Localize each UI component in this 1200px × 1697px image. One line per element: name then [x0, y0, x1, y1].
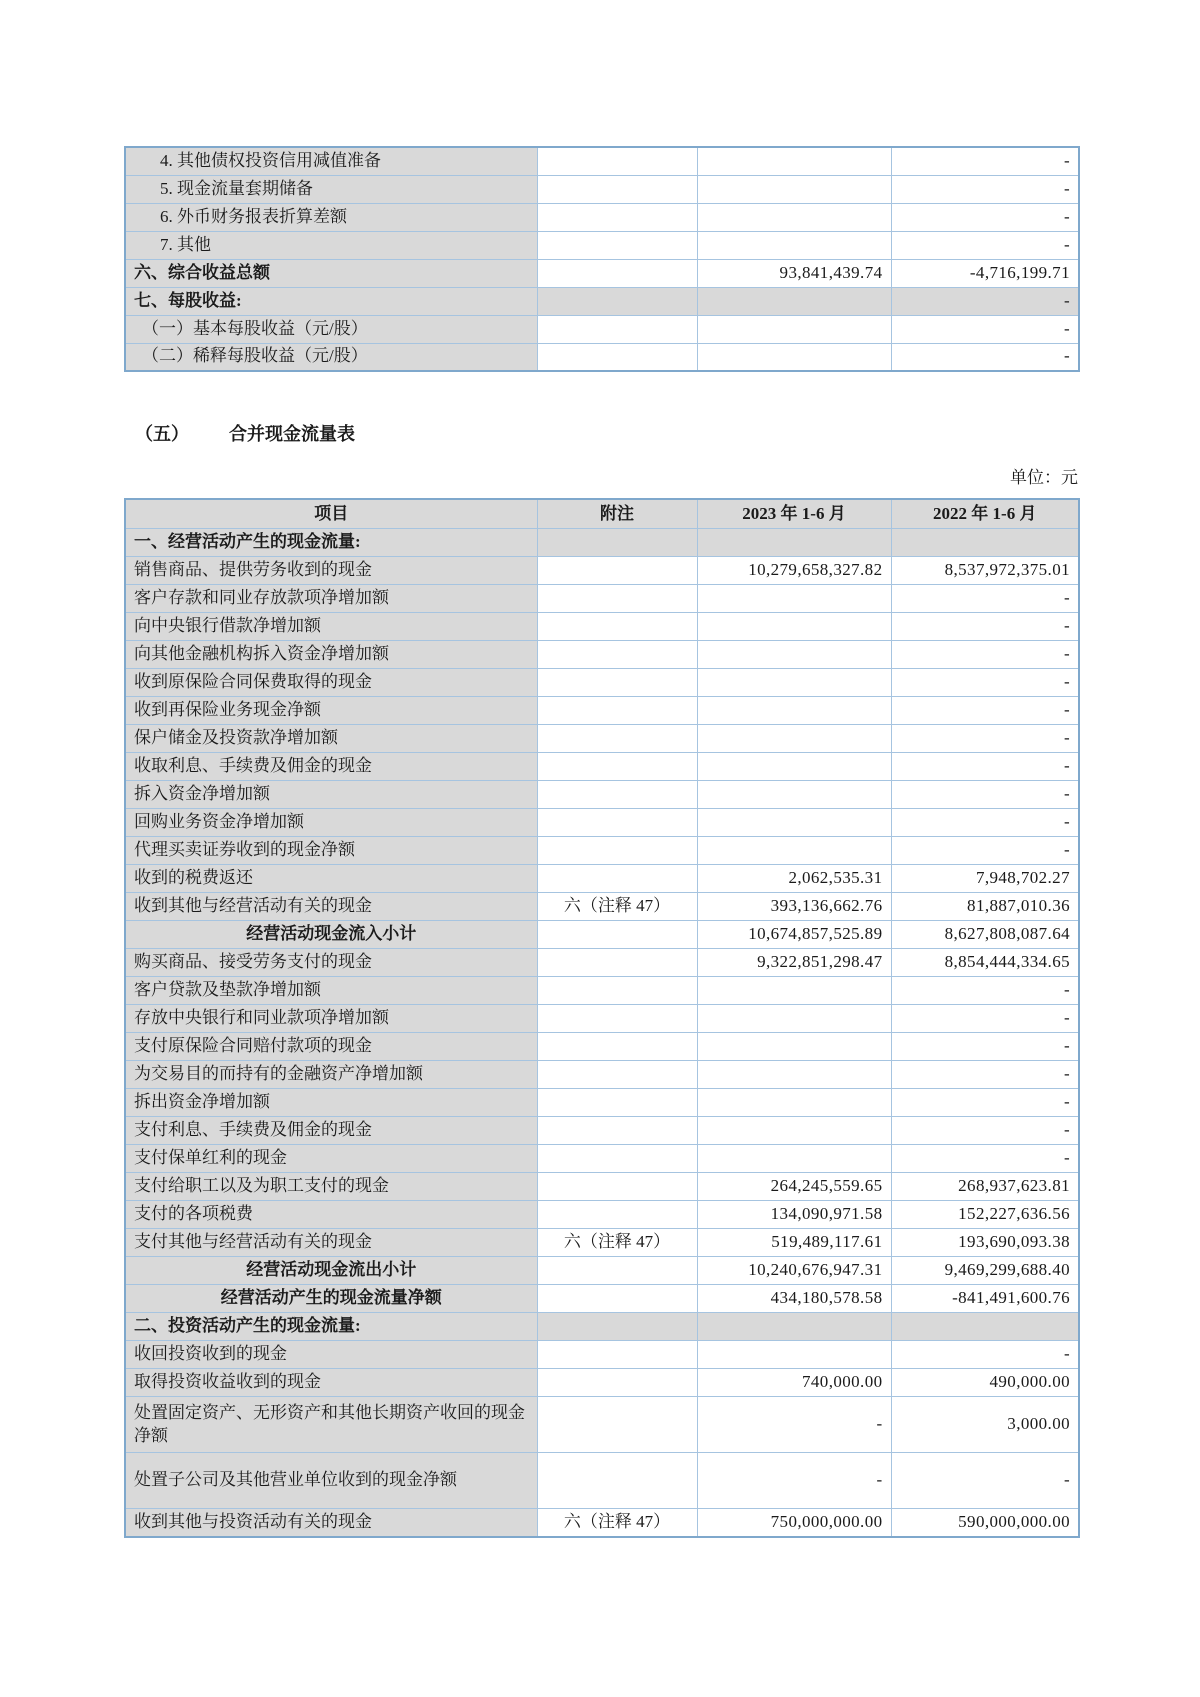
note-cell: [537, 1369, 697, 1397]
value-2023-cell: 93,841,439.74: [697, 259, 891, 287]
value-2023-cell: [697, 1145, 891, 1173]
table-row: [125, 921, 1079, 949]
value-2022-cell: -: [891, 781, 1079, 809]
value-2022-cell: -: [891, 725, 1079, 753]
value-2022-cell: -: [891, 1341, 1079, 1369]
value-2022-cell: -: [891, 809, 1079, 837]
value-2022-cell: -: [891, 175, 1079, 203]
note-cell: [537, 287, 697, 315]
item-label-cell: 为交易目的而持有的金融资产净增加额: [125, 1061, 537, 1089]
table-row: [125, 1061, 1079, 1089]
comprehensive-income-table-tail: [124, 146, 1080, 372]
value-2022-cell: -: [891, 669, 1079, 697]
table-row: [125, 1285, 1079, 1313]
item-label-cell: 收到其他与经营活动有关的现金: [125, 893, 537, 921]
note-cell: [537, 1061, 697, 1089]
note-cell: [537, 315, 697, 343]
item-label-cell: 代理买卖证券收到的现金净额: [125, 837, 537, 865]
value-2022-cell: 490,000.00: [891, 1369, 1079, 1397]
table-row: [125, 557, 1079, 585]
table-row: [125, 259, 1079, 287]
item-label-cell: 处置固定资产、无形资产和其他长期资产收回的现金净额: [125, 1397, 537, 1453]
table-row: [125, 977, 1079, 1005]
table-row: [125, 669, 1079, 697]
table-row: [125, 231, 1079, 259]
note-cell: [537, 725, 697, 753]
value-2022-cell: -: [891, 613, 1079, 641]
table-row: [125, 315, 1079, 343]
table-row: [125, 697, 1079, 725]
value-2023-cell: [697, 343, 891, 371]
note-cell: [537, 837, 697, 865]
value-2023-cell: [697, 837, 891, 865]
table-row: [125, 949, 1079, 977]
table-row: [125, 287, 1079, 315]
table-row: [125, 1117, 1079, 1145]
table-row: [125, 1341, 1079, 1369]
value-2023-cell: [697, 669, 891, 697]
value-2022-cell: -: [891, 753, 1079, 781]
value-2023-cell: [697, 977, 891, 1005]
value-2023-cell: 10,279,658,327.82: [697, 557, 891, 585]
note-cell: [537, 977, 697, 1005]
table-row: [125, 1509, 1079, 1537]
value-2023-cell: 740,000.00: [697, 1369, 891, 1397]
value-2023-cell: [697, 1061, 891, 1089]
item-label-cell: 七、每股收益:: [125, 287, 537, 315]
value-2023-cell: 393,136,662.76: [697, 893, 891, 921]
column-header-note: 附注: [537, 499, 697, 529]
unit-label: 单位：元: [1010, 468, 1078, 487]
table-row: [125, 147, 1079, 175]
note-cell: [537, 585, 697, 613]
table-row: [125, 1089, 1079, 1117]
value-2023-cell: [697, 203, 891, 231]
note-cell: [537, 1453, 697, 1509]
value-2022-cell: 9,469,299,688.40: [891, 1257, 1079, 1285]
value-2022-cell: -: [891, 343, 1079, 371]
column-header-item: 项目: [125, 499, 537, 529]
value-2023-cell: [697, 753, 891, 781]
item-label-cell: 销售商品、提供劳务收到的现金: [125, 557, 537, 585]
value-2022-cell: -: [891, 1145, 1079, 1173]
item-label-cell: 向其他金融机构拆入资金净增加额: [125, 641, 537, 669]
table-row: [125, 893, 1079, 921]
value-2023-cell: [697, 529, 891, 557]
note-cell: [537, 1397, 697, 1453]
value-2022-cell: 8,854,444,334.65: [891, 949, 1079, 977]
item-label-cell: 取得投资收益收到的现金: [125, 1369, 537, 1397]
value-2022-cell: -841,491,600.76: [891, 1285, 1079, 1313]
value-2022-cell: 152,227,636.56: [891, 1201, 1079, 1229]
note-cell: [537, 641, 697, 669]
note-cell: [537, 1341, 697, 1369]
item-label-cell: 支付利息、手续费及佣金的现金: [125, 1117, 537, 1145]
table-row: [125, 1173, 1079, 1201]
value-2023-cell: [697, 287, 891, 315]
table-row: [125, 809, 1079, 837]
value-2023-cell: -: [697, 1453, 891, 1509]
value-2022-cell: -: [891, 1033, 1079, 1061]
table-row: [125, 1369, 1079, 1397]
value-2022-cell: 590,000,000.00: [891, 1509, 1079, 1537]
item-label-cell: 拆出资金净增加额: [125, 1089, 537, 1117]
note-cell: 六（注释 47）: [537, 1509, 697, 1537]
income-table-body: [125, 147, 1079, 371]
note-cell: [537, 557, 697, 585]
item-label-cell: 收到其他与投资活动有关的现金: [125, 1509, 537, 1537]
note-cell: [537, 1285, 697, 1313]
item-label-cell: 一、经营活动产生的现金流量:: [125, 529, 537, 557]
table-row: [125, 753, 1079, 781]
value-2022-cell: 3,000.00: [891, 1397, 1079, 1453]
value-2023-cell: [697, 315, 891, 343]
table-row: [125, 781, 1079, 809]
value-2022-cell: 8,537,972,375.01: [891, 557, 1079, 585]
value-2022-cell: -: [891, 315, 1079, 343]
table-row: [125, 529, 1079, 557]
value-2023-cell: 2,062,535.31: [697, 865, 891, 893]
note-cell: [537, 1173, 697, 1201]
value-2023-cell: [697, 781, 891, 809]
value-2022-cell: -4,716,199.71: [891, 259, 1079, 287]
item-label-cell: 二、投资活动产生的现金流量:: [125, 1313, 537, 1341]
item-label-cell: 回购业务资金净增加额: [125, 809, 537, 837]
item-label-cell: 7. 其他: [125, 231, 537, 259]
value-2023-cell: [697, 697, 891, 725]
value-2022-cell: 8,627,808,087.64: [891, 921, 1079, 949]
value-2022-cell: 7,948,702.27: [891, 865, 1079, 893]
note-cell: [537, 613, 697, 641]
note-cell: [537, 1201, 697, 1229]
note-cell: [537, 203, 697, 231]
item-label-cell: 购买商品、接受劳务支付的现金: [125, 949, 537, 977]
item-label-cell: 支付的各项税费: [125, 1201, 537, 1229]
value-2022-cell: -: [891, 1005, 1079, 1033]
value-2022-cell: 268,937,623.81: [891, 1173, 1079, 1201]
value-2023-cell: [697, 585, 891, 613]
value-2023-cell: [697, 147, 891, 175]
item-label-cell: 4. 其他债权投资信用减值准备: [125, 147, 537, 175]
column-header-2022: 2022 年 1-6 月: [891, 499, 1079, 529]
item-label-cell: 保户储金及投资款净增加额: [125, 725, 537, 753]
value-2023-cell: [697, 1341, 891, 1369]
value-2023-cell: 264,245,559.65: [697, 1173, 891, 1201]
note-cell: [537, 147, 697, 175]
note-cell: [537, 343, 697, 371]
item-label-cell: 支付保单红利的现金: [125, 1145, 537, 1173]
section-title-index: （五）: [135, 424, 189, 444]
value-2022-cell: -: [891, 641, 1079, 669]
value-2023-cell: [697, 1089, 891, 1117]
item-label-cell: 6. 外币财务报表折算差额: [125, 203, 537, 231]
item-label-cell: 客户贷款及垫款净增加额: [125, 977, 537, 1005]
note-cell: [537, 231, 697, 259]
item-label-cell: 收到原保险合同保费取得的现金: [125, 669, 537, 697]
item-label-cell: 客户存款和同业存放款项净增加额: [125, 585, 537, 613]
table-row: [125, 1005, 1079, 1033]
note-cell: [537, 921, 697, 949]
table-row: [125, 1201, 1079, 1229]
table-row: [125, 1453, 1079, 1509]
note-cell: 六（注释 47）: [537, 893, 697, 921]
value-2022-cell: [891, 529, 1079, 557]
value-2022-cell: -: [891, 837, 1079, 865]
note-cell: [537, 259, 697, 287]
table-row: [125, 343, 1079, 371]
note-cell: [537, 1033, 697, 1061]
item-label-cell: 支付给职工以及为职工支付的现金: [125, 1173, 537, 1201]
table-row: [125, 1397, 1079, 1453]
note-cell: [537, 1089, 697, 1117]
table-header-row: [125, 499, 1079, 529]
item-label-cell: 向中央银行借款净增加额: [125, 613, 537, 641]
table-row: [125, 585, 1079, 613]
column-header-2023: 2023 年 1-6 月: [697, 499, 891, 529]
section-title: [135, 420, 355, 446]
value-2022-cell: -: [891, 1453, 1079, 1509]
note-cell: [537, 175, 697, 203]
table-row: [125, 641, 1079, 669]
value-2022-cell: -: [891, 977, 1079, 1005]
value-2023-cell: 750,000,000.00: [697, 1509, 891, 1537]
table-row: [125, 1033, 1079, 1061]
value-2023-cell: [697, 175, 891, 203]
note-cell: 六（注释 47）: [537, 1229, 697, 1257]
note-cell: [537, 669, 697, 697]
value-2023-cell: 519,489,117.61: [697, 1229, 891, 1257]
note-cell: [537, 1145, 697, 1173]
item-label-cell: 支付原保险合同赔付款项的现金: [125, 1033, 537, 1061]
table-row: [125, 1229, 1079, 1257]
note-cell: [537, 809, 697, 837]
value-2023-cell: [697, 1117, 891, 1145]
note-cell: [537, 1117, 697, 1145]
value-2023-cell: [697, 809, 891, 837]
value-2023-cell: 134,090,971.58: [697, 1201, 891, 1229]
value-2023-cell: 9,322,851,298.47: [697, 949, 891, 977]
table-row: [125, 1145, 1079, 1173]
value-2022-cell: -: [891, 697, 1079, 725]
table-row: [125, 1313, 1079, 1341]
item-label-cell: 经营活动现金流出小计: [125, 1257, 537, 1285]
cash-flow-table-body: [125, 529, 1079, 1537]
item-label-cell: 收到再保险业务现金净额: [125, 697, 537, 725]
value-2022-cell: -: [891, 1117, 1079, 1145]
value-2023-cell: [697, 613, 891, 641]
value-2022-cell: -: [891, 585, 1079, 613]
value-2023-cell: 434,180,578.58: [697, 1285, 891, 1313]
value-2022-cell: -: [891, 147, 1079, 175]
note-cell: [537, 697, 697, 725]
value-2023-cell: [697, 231, 891, 259]
item-label-cell: 经营活动现金流入小计: [125, 921, 537, 949]
item-label-cell: 六、综合收益总额: [125, 259, 537, 287]
value-2022-cell: 81,887,010.36: [891, 893, 1079, 921]
note-cell: [537, 781, 697, 809]
item-label-cell: 支付其他与经营活动有关的现金: [125, 1229, 537, 1257]
value-2022-cell: -: [891, 203, 1079, 231]
value-2022-cell: 193,690,093.38: [891, 1229, 1079, 1257]
item-label-cell: 收到的税费返还: [125, 865, 537, 893]
item-label-cell: 拆入资金净增加额: [125, 781, 537, 809]
value-2022-cell: [891, 1313, 1079, 1341]
table-row: [125, 613, 1079, 641]
item-label-cell: （一）基本每股收益（元/股）: [125, 315, 537, 343]
section-title-text: 合并现金流量表: [229, 424, 355, 444]
note-cell: [537, 529, 697, 557]
value-2023-cell: 10,240,676,947.31: [697, 1257, 891, 1285]
note-cell: [537, 865, 697, 893]
item-label-cell: 经营活动产生的现金流量净额: [125, 1285, 537, 1313]
item-label-cell: 5. 现金流量套期储备: [125, 175, 537, 203]
note-cell: [537, 1313, 697, 1341]
note-cell: [537, 753, 697, 781]
item-label-cell: 存放中央银行和同业款项净增加额: [125, 1005, 537, 1033]
cash-flow-table: [124, 498, 1080, 1538]
value-2023-cell: -: [697, 1397, 891, 1453]
value-2022-cell: -: [891, 287, 1079, 315]
item-label-cell: 收回投资收到的现金: [125, 1341, 537, 1369]
value-2022-cell: -: [891, 231, 1079, 259]
value-2023-cell: [697, 1313, 891, 1341]
table-row: [125, 175, 1079, 203]
item-label-cell: 收取利息、手续费及佣金的现金: [125, 753, 537, 781]
note-cell: [537, 1005, 697, 1033]
note-cell: [537, 949, 697, 977]
value-2022-cell: -: [891, 1061, 1079, 1089]
table-row: [125, 865, 1079, 893]
note-cell: [537, 1257, 697, 1285]
value-2022-cell: -: [891, 1089, 1079, 1117]
value-2023-cell: [697, 641, 891, 669]
item-label-cell: 处置子公司及其他营业单位收到的现金净额: [125, 1453, 537, 1509]
table-row: [125, 203, 1079, 231]
value-2023-cell: [697, 725, 891, 753]
value-2023-cell: [697, 1005, 891, 1033]
table-row: [125, 725, 1079, 753]
value-2023-cell: 10,674,857,525.89: [697, 921, 891, 949]
item-label-cell: （二）稀释每股收益（元/股）: [125, 343, 537, 371]
table-row: [125, 1257, 1079, 1285]
table-row: [125, 837, 1079, 865]
value-2023-cell: [697, 1033, 891, 1061]
